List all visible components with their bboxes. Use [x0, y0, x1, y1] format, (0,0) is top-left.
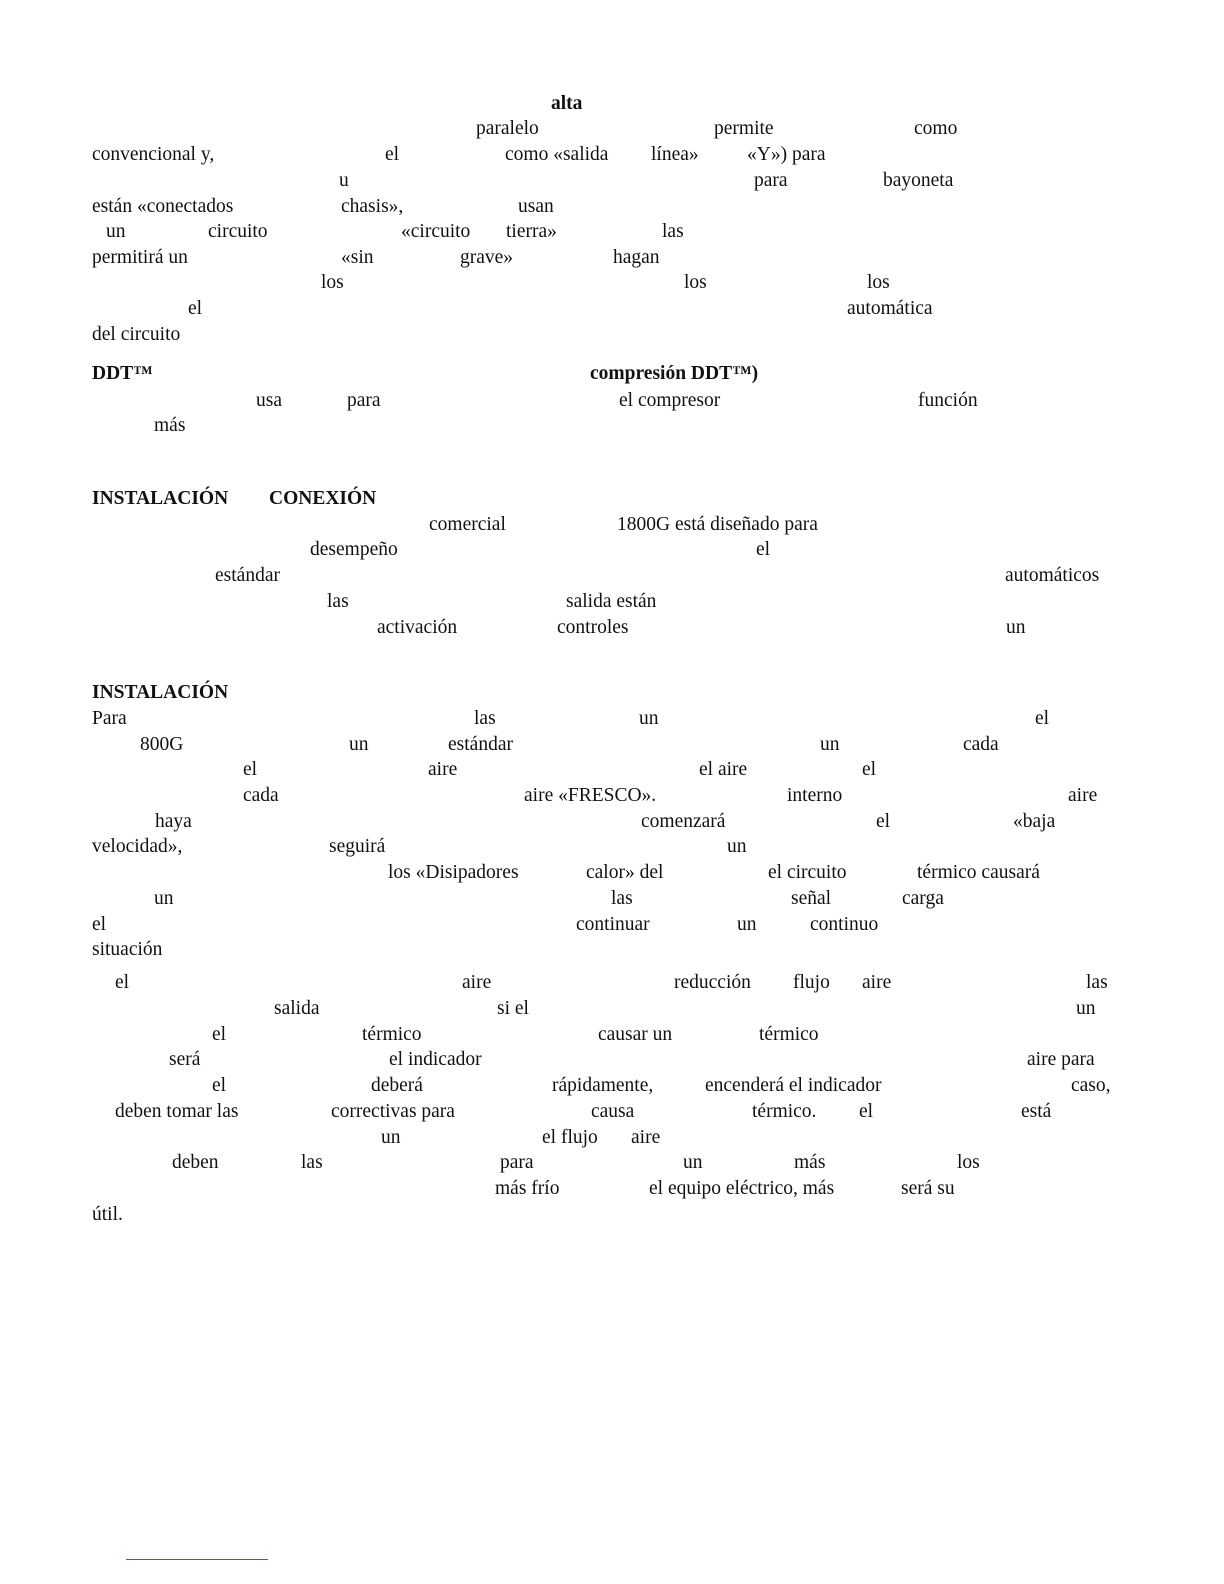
word: los	[684, 272, 707, 293]
word: el indicador	[389, 1049, 482, 1070]
word: interno	[787, 785, 843, 806]
word: función	[918, 390, 978, 411]
word: el	[212, 1075, 227, 1096]
word: las	[611, 888, 633, 909]
word: el	[385, 144, 400, 165]
word: usa	[256, 390, 282, 411]
word: aire «FRESCO».	[524, 785, 657, 806]
word: cada	[243, 785, 279, 806]
word: activación	[377, 617, 458, 638]
word: el aire	[699, 759, 748, 780]
word: un	[737, 914, 757, 935]
word: salida están	[566, 591, 657, 612]
word: 1800G está diseñado para	[617, 514, 818, 535]
word: está	[1021, 1101, 1052, 1122]
word: chasis»,	[341, 196, 404, 217]
word: los «Disipadores	[388, 862, 519, 883]
word: Para	[92, 708, 127, 729]
word: el circuito	[768, 862, 847, 883]
word: el	[243, 759, 258, 780]
word: los	[321, 272, 344, 293]
word: flujo	[793, 972, 830, 993]
word: térmico causará	[917, 862, 1040, 883]
word: bayoneta	[883, 170, 954, 191]
word: un	[683, 1152, 703, 1173]
word: haya	[155, 811, 192, 832]
word: «Y») para	[747, 144, 826, 165]
word: carga	[902, 888, 944, 909]
word: térmico.	[752, 1101, 817, 1122]
word: el	[756, 539, 771, 560]
word: un	[820, 734, 840, 755]
heading-alta: alta	[551, 93, 583, 114]
word: causa	[591, 1101, 635, 1122]
word: las	[301, 1152, 323, 1173]
heading-installation-2: INSTALACIÓN	[92, 682, 229, 703]
word: el	[212, 1024, 227, 1045]
word: continuo	[810, 914, 879, 935]
word: del circuito	[92, 324, 181, 345]
word: convencional y,	[92, 144, 215, 165]
word: aire	[631, 1127, 661, 1148]
word: las	[327, 591, 349, 612]
word: será su	[901, 1178, 955, 1199]
word: continuar	[576, 914, 650, 935]
word: útil.	[92, 1204, 123, 1225]
word: más	[154, 415, 186, 436]
word: aire	[862, 972, 892, 993]
word: señal	[791, 888, 832, 909]
word: u	[339, 170, 349, 191]
word: las	[474, 708, 496, 729]
word: estándar	[448, 734, 513, 755]
footnote-rule	[126, 1559, 268, 1560]
word: correctivas para	[331, 1101, 455, 1122]
word: comenzará	[641, 811, 726, 832]
word: será	[169, 1049, 201, 1070]
word: línea»	[651, 144, 699, 165]
word: situación	[92, 939, 163, 960]
word: las	[662, 221, 684, 242]
heading-installation: INSTALACIÓN	[92, 488, 229, 509]
word: los	[957, 1152, 980, 1173]
word: el	[1035, 708, 1050, 729]
word: hagan	[613, 247, 660, 268]
word: aire	[462, 972, 492, 993]
word: «sin	[341, 247, 374, 268]
word: 800G	[140, 734, 184, 755]
word: un	[106, 221, 126, 242]
word: tierra»	[506, 221, 557, 242]
word: «circuito	[401, 221, 471, 242]
word: comercial	[429, 514, 506, 535]
word: térmico	[759, 1024, 819, 1045]
word: cada	[963, 734, 999, 755]
word: el	[862, 759, 877, 780]
heading-ddt: DDT™	[92, 363, 153, 384]
word: el flujo	[542, 1127, 598, 1148]
word: un	[381, 1127, 401, 1148]
word: si el	[497, 998, 529, 1019]
word: térmico	[362, 1024, 422, 1045]
word: permitirá un	[92, 247, 188, 268]
word: un	[154, 888, 174, 909]
heading-ddt-compression: compresión DDT™)	[590, 363, 759, 384]
word: desempeño	[310, 539, 398, 560]
word: estándar	[215, 565, 280, 586]
word: el	[859, 1101, 874, 1122]
word: más	[794, 1152, 826, 1173]
word: los	[867, 272, 890, 293]
word: aire	[428, 759, 458, 780]
word: como «salida	[505, 144, 609, 165]
word: «baja	[1013, 811, 1056, 832]
word: para	[347, 390, 381, 411]
word: un	[727, 836, 747, 857]
word: aire	[1068, 785, 1098, 806]
word: controles	[557, 617, 629, 638]
word: automáticos	[1005, 565, 1100, 586]
word: velocidad»,	[92, 836, 183, 857]
word: automática	[847, 298, 933, 319]
word: circuito	[208, 221, 268, 242]
word: aire para	[1027, 1049, 1095, 1070]
word: un	[349, 734, 369, 755]
word: calor» del	[586, 862, 664, 883]
word: más frío	[495, 1178, 560, 1199]
word: el	[876, 811, 891, 832]
word: deben	[172, 1152, 219, 1173]
word: el equipo eléctrico, más	[649, 1178, 835, 1199]
word: para	[754, 170, 788, 191]
word: encenderá el indicador	[705, 1075, 882, 1096]
word: rápidamente,	[552, 1075, 654, 1096]
word: un	[1006, 617, 1026, 638]
word: deberá	[371, 1075, 423, 1096]
word: como	[914, 118, 958, 139]
word: grave»	[460, 247, 514, 268]
word: causar un	[598, 1024, 673, 1045]
word: seguirá	[329, 836, 386, 857]
word: para	[500, 1152, 534, 1173]
word: usan	[518, 196, 554, 217]
word: deben tomar las	[115, 1101, 239, 1122]
word: el compresor	[619, 390, 721, 411]
word: reducción	[674, 972, 751, 993]
word: están «conectados	[92, 196, 234, 217]
word: el	[92, 914, 107, 935]
word: salida	[274, 998, 320, 1019]
word: un	[1076, 998, 1096, 1019]
heading-connection: CONEXIÓN	[269, 488, 377, 509]
word: un	[639, 708, 659, 729]
word: las	[1086, 972, 1108, 993]
word: caso,	[1071, 1075, 1111, 1096]
word: permite	[714, 118, 774, 139]
word: el	[115, 972, 130, 993]
word: el	[188, 298, 203, 319]
word: paralelo	[476, 118, 539, 139]
